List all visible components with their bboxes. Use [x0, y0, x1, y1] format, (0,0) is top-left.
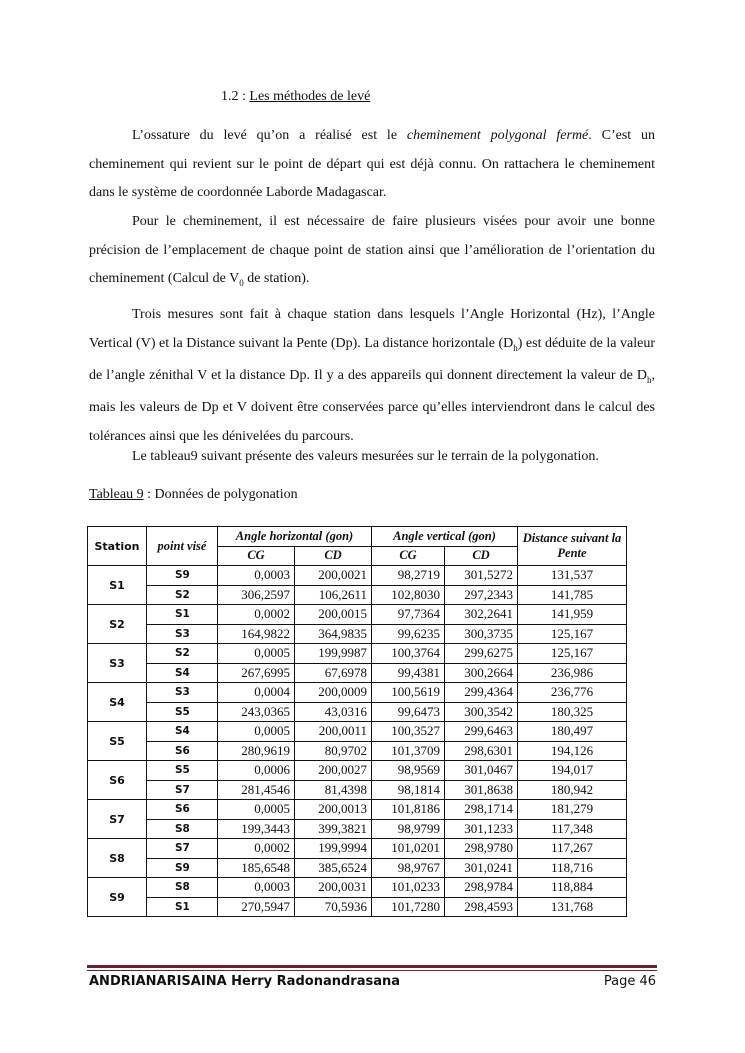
section-heading [221, 89, 370, 105]
table-row [88, 858, 627, 878]
hz-cd-cell: 200,0031 [295, 878, 372, 898]
v-cd-cell: 298,4593 [445, 897, 518, 917]
table-row [88, 683, 627, 703]
hz-cd-cell: 80,9702 [295, 741, 372, 761]
station-cell: S7 [88, 800, 147, 839]
hz-cd-cell: 399,3821 [295, 819, 372, 839]
header-station: Station [88, 527, 147, 566]
hz-cd-cell: 364,9835 [295, 624, 372, 644]
table-row [88, 761, 627, 781]
point-cell: S3 [147, 624, 218, 644]
distance-cell: 194,017 [518, 761, 627, 781]
table-body [88, 566, 627, 917]
subscript: 0 [239, 277, 244, 288]
v-cd-cell: 299,4364 [445, 683, 518, 703]
v-cg-cell: 100,3764 [372, 644, 445, 664]
hz-cd-cell: 200,0027 [295, 761, 372, 781]
table-row [88, 644, 627, 664]
distance-cell: 181,279 [518, 800, 627, 820]
paragraph-4 [89, 443, 655, 472]
table-row [88, 663, 627, 683]
table-row [88, 741, 627, 761]
table-row [88, 722, 627, 742]
section-number: 1.2 : [221, 89, 250, 104]
v-cg-cell: 101,0201 [372, 839, 445, 859]
hz-cg-cell: 0,0004 [218, 683, 295, 703]
distance-cell: 125,167 [518, 644, 627, 664]
point-cell: S9 [147, 566, 218, 586]
point-cell: S6 [147, 800, 218, 820]
hz-cd-cell: 200,0011 [295, 722, 372, 742]
footer-rule-thin [87, 970, 657, 971]
table-row [88, 702, 627, 722]
v-cg-cell: 99,4381 [372, 663, 445, 683]
v-cg-cell: 98,9799 [372, 819, 445, 839]
distance-cell: 194,126 [518, 741, 627, 761]
caption-label: Tableau 9 [89, 487, 144, 502]
v-cg-cell: 100,3527 [372, 722, 445, 742]
hz-cg-cell: 267,6995 [218, 663, 295, 683]
hz-cd-cell: 200,0013 [295, 800, 372, 820]
v-cd-cell: 300,3542 [445, 702, 518, 722]
hz-cg-cell: 0,0005 [218, 800, 295, 820]
text: , mais les valeurs de Dp et V doivent être conservées parce qu’elles interviendront dans le calcul des tolérances ainsi que les dénivelées du parcours. [89, 367, 655, 444]
hz-cd-cell: 200,0021 [295, 566, 372, 586]
subscript: h [647, 374, 652, 385]
text: Pour le cheminement, il est nécessaire de faire plusieurs visées pour avoir une bonne précision de l’emplacement de chaque point de station ainsi que l’amélioration de l’orientation du cheminement (Calcul de V [89, 214, 655, 286]
hz-cg-cell: 185,6548 [218, 858, 295, 878]
v-cg-cell: 101,0233 [372, 878, 445, 898]
table-row [88, 878, 627, 898]
station-cell: S6 [88, 761, 147, 800]
section-title: Les méthodes de levé [249, 89, 371, 104]
hz-cd-cell: 67,6978 [295, 663, 372, 683]
hz-cg-cell: 164,9822 [218, 624, 295, 644]
hz-cg-cell: 0,0002 [218, 605, 295, 625]
hz-cg-cell: 281,4546 [218, 780, 295, 800]
hz-cd-cell: 385,6524 [295, 858, 372, 878]
point-cell: S2 [147, 585, 218, 605]
v-cd-cell: 297,2343 [445, 585, 518, 605]
v-cg-cell: 101,3709 [372, 741, 445, 761]
table-row [88, 780, 627, 800]
v-cd-cell: 301,8638 [445, 780, 518, 800]
point-cell: S9 [147, 858, 218, 878]
header-hz-cg: CG [218, 546, 295, 566]
header-point: point visé [147, 527, 218, 566]
distance-cell: 180,325 [518, 702, 627, 722]
footer-author: ANDRIANARISAINA Herry Radonandrasana [89, 974, 401, 989]
hz-cg-cell: 0,0003 [218, 566, 295, 586]
table-row [88, 605, 627, 625]
hz-cg-cell: 270,5947 [218, 897, 295, 917]
v-cg-cell: 97,7364 [372, 605, 445, 625]
footer-page-number: Page 46 [603, 974, 656, 989]
table-row [88, 897, 627, 917]
hz-cg-cell: 306,2597 [218, 585, 295, 605]
v-cd-cell: 301,0467 [445, 761, 518, 781]
distance-cell: 131,768 [518, 897, 627, 917]
text: Le tableau9 suivant présente des valeurs mesurées sur le terrain de la polygonation. [132, 449, 599, 464]
distance-cell: 236,986 [518, 663, 627, 683]
distance-cell: 180,942 [518, 780, 627, 800]
v-cg-cell: 98,9767 [372, 858, 445, 878]
header-v-cg: CG [372, 546, 445, 566]
hz-cd-cell: 199,9994 [295, 839, 372, 859]
point-cell: S1 [147, 605, 218, 625]
distance-cell: 118,716 [518, 858, 627, 878]
v-cd-cell: 298,1714 [445, 800, 518, 820]
text: L’ossature du levé qu’on a réalisé est le [132, 128, 407, 143]
hz-cd-cell: 200,0015 [295, 605, 372, 625]
header-hz-cd: CD [295, 546, 372, 566]
v-cg-cell: 99,6473 [372, 702, 445, 722]
table-row [88, 624, 627, 644]
v-cg-cell: 99,6235 [372, 624, 445, 644]
hz-cg-cell: 0,0005 [218, 722, 295, 742]
v-cd-cell: 299,6275 [445, 644, 518, 664]
distance-cell: 125,167 [518, 624, 627, 644]
distance-cell: 131,537 [518, 566, 627, 586]
table-row [88, 800, 627, 820]
hz-cd-cell: 81,4398 [295, 780, 372, 800]
point-cell: S2 [147, 644, 218, 664]
v-cd-cell: 301,5272 [445, 566, 518, 586]
station-cell: S5 [88, 722, 147, 761]
station-cell: S4 [88, 683, 147, 722]
distance-cell: 118,884 [518, 878, 627, 898]
subscript: h [513, 342, 518, 353]
table-row [88, 819, 627, 839]
text: . C’est un cheminement qui revient sur le point de départ qui est déjà connu. On rattachera le cheminement dans le système de coordonnée Laborde Madagascar. [89, 128, 656, 200]
point-cell: S7 [147, 839, 218, 859]
station-cell: S3 [88, 644, 147, 683]
point-cell: S5 [147, 761, 218, 781]
v-cd-cell: 298,9780 [445, 839, 518, 859]
table-row [88, 566, 627, 586]
v-cd-cell: 298,9784 [445, 878, 518, 898]
point-cell: S4 [147, 663, 218, 683]
station-cell: S8 [88, 839, 147, 878]
caption-text: : Données de polygonation [143, 487, 298, 502]
point-cell: S5 [147, 702, 218, 722]
hz-cg-cell: 0,0006 [218, 761, 295, 781]
emphasis: cheminement polygonal fermé [406, 128, 589, 143]
v-cd-cell: 300,2664 [445, 663, 518, 683]
v-cd-cell: 301,1233 [445, 819, 518, 839]
table-row [88, 839, 627, 859]
table-caption [89, 487, 298, 503]
v-cd-cell: 302,2641 [445, 605, 518, 625]
v-cd-cell: 301,0241 [445, 858, 518, 878]
point-cell: S8 [147, 819, 218, 839]
footer-rule [87, 965, 657, 968]
point-cell: S3 [147, 683, 218, 703]
hz-cd-cell: 43,0316 [295, 702, 372, 722]
paragraph-1 [89, 122, 655, 208]
v-cd-cell: 300,3735 [445, 624, 518, 644]
hz-cd-cell: 199,9987 [295, 644, 372, 664]
distance-cell: 141,959 [518, 605, 627, 625]
hz-cg-cell: 243,0365 [218, 702, 295, 722]
paragraph-3 [89, 301, 655, 451]
v-cg-cell: 101,7280 [372, 897, 445, 917]
header-distance: Distance suivant la Pente [518, 527, 627, 566]
hz-cd-cell: 106,2611 [295, 585, 372, 605]
header-v: Angle vertical (gon) [372, 527, 518, 547]
hz-cd-cell: 200,0009 [295, 683, 372, 703]
table-row [88, 585, 627, 605]
hz-cg-cell: 0,0003 [218, 878, 295, 898]
text: Trois mesures sont fait à chaque station dans lesquels l’Angle Horizontal (Hz), l’Angle Vertical (V) et la Distance suivant la Pente (Dp). La distance horizontale (D [89, 307, 655, 351]
distance-cell: 180,497 [518, 722, 627, 742]
hz-cg-cell: 199,3443 [218, 819, 295, 839]
v-cg-cell: 98,9569 [372, 761, 445, 781]
hz-cg-cell: 0,0005 [218, 644, 295, 664]
v-cg-cell: 98,2719 [372, 566, 445, 586]
v-cg-cell: 102,8030 [372, 585, 445, 605]
distance-cell: 141,785 [518, 585, 627, 605]
v-cg-cell: 98,1814 [372, 780, 445, 800]
distance-cell: 117,267 [518, 839, 627, 859]
distance-cell: 236,776 [518, 683, 627, 703]
v-cg-cell: 101,8186 [372, 800, 445, 820]
text: ) est déduite de la valeur de l’angle zénithal V et la distance Dp. Il y a des appareils qui donnent directement la valeur de D [89, 335, 655, 383]
point-cell: S7 [147, 780, 218, 800]
text: de station). [243, 271, 310, 286]
distance-cell: 117,348 [518, 819, 627, 839]
v-cg-cell: 100,5619 [372, 683, 445, 703]
hz-cg-cell: 0,0002 [218, 839, 295, 859]
header-hz: Angle horizontal (gon) [218, 527, 372, 547]
header-v-cd: CD [445, 546, 518, 566]
hz-cg-cell: 280,9619 [218, 741, 295, 761]
point-cell: S6 [147, 741, 218, 761]
hz-cd-cell: 70,5936 [295, 897, 372, 917]
v-cd-cell: 299,6463 [445, 722, 518, 742]
point-cell: S8 [147, 878, 218, 898]
v-cd-cell: 298,6301 [445, 741, 518, 761]
polygonation-table [87, 526, 627, 917]
station-cell: S1 [88, 566, 147, 605]
paragraph-2 [89, 208, 655, 297]
point-cell: S4 [147, 722, 218, 742]
station-cell: S2 [88, 605, 147, 644]
point-cell: S1 [147, 897, 218, 917]
station-cell: S9 [88, 878, 147, 917]
